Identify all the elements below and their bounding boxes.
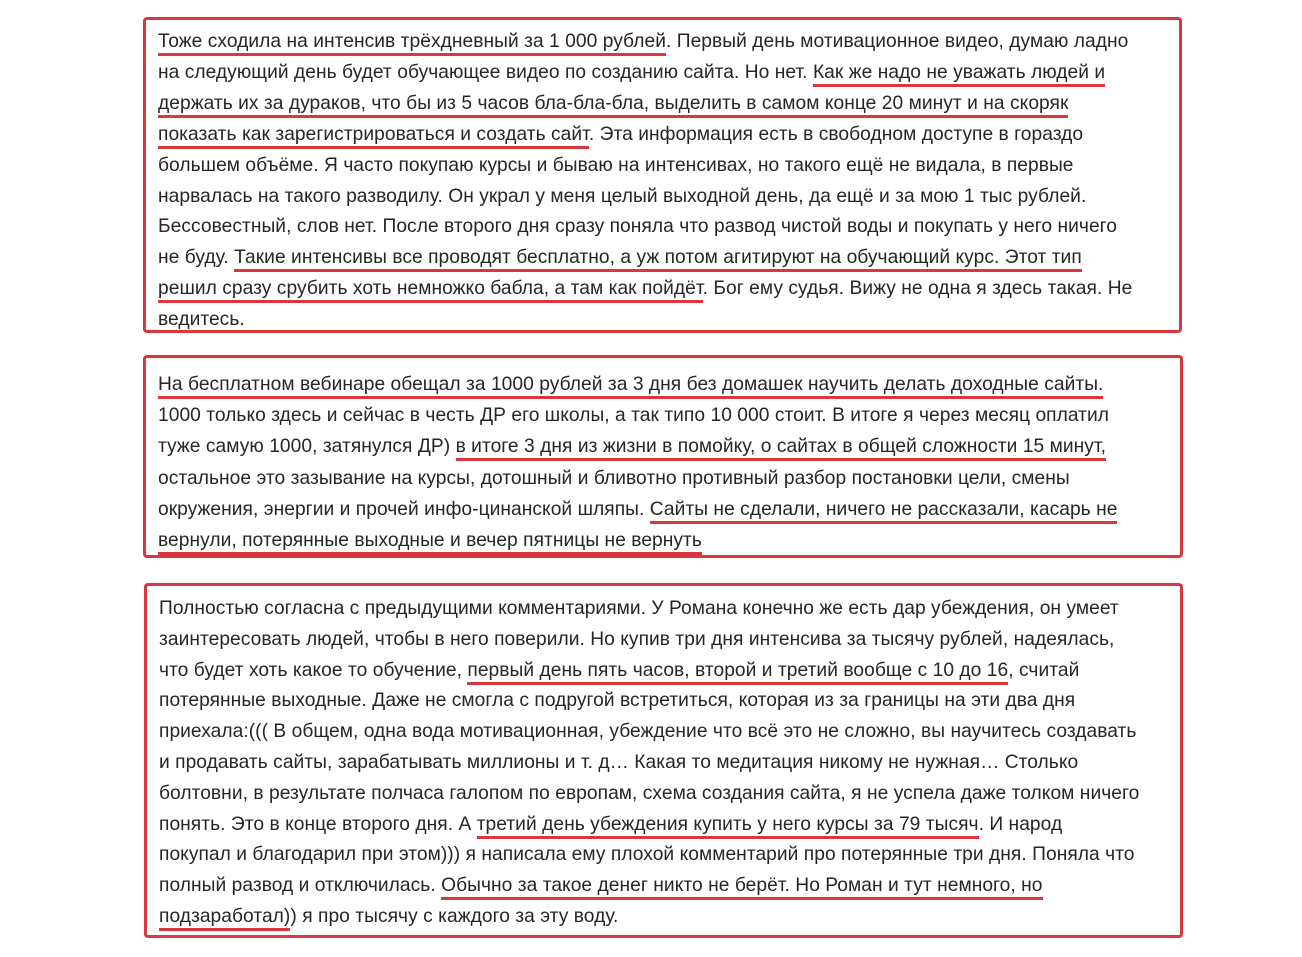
- review-line: [159, 747, 1078, 778]
- text-segment: Бессовестный, слов нет. После второго дня сразу поняла что развод чистой воды и покупать у него ничего: [158, 216, 1118, 238]
- review-line: [159, 809, 1062, 840]
- review-line: [158, 211, 1117, 242]
- review-box-3: [144, 583, 1183, 938]
- text-segment: большем объёме. Я часто покупаю курсы и бываю на интенсивах, но такого ещё не видала, в первые: [158, 154, 1074, 176]
- text-segment: заинтересовать людей, чтобы в него поверили. Но купив три дня интенсива за тысячу рублей, надеялась,: [159, 628, 1115, 650]
- text-segment: Полностью согласна с предыдущими комментариями. У Романа конечно же есть дар убеждения, он умеет: [159, 598, 1119, 619]
- text-segment: нарвалась на такого разводилу. Он украл у меня целый выходной день, да ещё и за мою 1 тыс рублей.: [158, 185, 1087, 207]
- underlined-text: третий день убеждения купить у него курсы за 79 тысяч: [477, 814, 979, 839]
- text-segment: полный развод и отключилась.: [159, 875, 442, 897]
- review-line: [159, 778, 1139, 809]
- underlined-text: держать их за дураков, что бы из 5 часов бла-бла-бла, выделить в самом конце 20 минут и на скоряк: [158, 93, 1068, 118]
- review-line: [158, 242, 1082, 273]
- underlined-text: Как же надо не уважать людей и: [813, 62, 1105, 87]
- text-segment: покупал и благодарил при этом))) я написала ему плохой комментарий про потерянные три дня. Поняла что: [159, 844, 1135, 866]
- review-line: [159, 655, 1079, 686]
- review-line: [158, 181, 1086, 212]
- review-line: [158, 400, 1109, 431]
- text-segment: болтовни, в результате полчаса галопом по европам, схема создания сайта, я не успела даже толком ничего: [159, 782, 1140, 804]
- review-line: [158, 525, 702, 556]
- review-line: [158, 463, 1070, 494]
- review-line: [158, 119, 1083, 150]
- text-segment: что будет хоть какое то обучение,: [159, 659, 468, 681]
- review-line: [158, 26, 1128, 57]
- review-box-1: [143, 17, 1182, 333]
- underlined-text: Такие интенсивы все проводят бесплатно, а уж потом агитируют на обучающий курс. Этот тип: [234, 247, 1082, 272]
- review-line: [159, 593, 1119, 624]
- underlined-text: вернули, потерянные выходные и вечер пятницы не вернуть: [158, 530, 702, 555]
- underlined-text: Сайты не сделали, ничего не рассказали, касарь не: [650, 499, 1118, 524]
- underlined-text: подзаработал): [159, 906, 290, 931]
- text-segment: приехала:((( В общем, одна вода мотивационная, убеждение что всё это не сложно, вы научитесь создавать: [159, 721, 1137, 743]
- review-line: [158, 494, 1117, 525]
- underlined-text: Тоже сходила на интенсив трёхдневный за 1 000 рублей: [158, 31, 666, 56]
- review-box-2: [143, 355, 1183, 558]
- underlined-text: первый день пять часов, второй и третий вообще с 10 до 16: [467, 660, 1008, 685]
- review-line: [158, 304, 245, 335]
- review-line: [159, 870, 1043, 901]
- underlined-text: решил сразу срубить хоть немножко бабла, а там как пойдёт: [158, 278, 703, 303]
- underlined-text: Обычно за такое денег никто не берёт. Но Роман и тут немного, но: [441, 875, 1042, 900]
- text-segment: окружения, энергии и прочей инфо-цинанской шляпы.: [158, 498, 650, 520]
- review-line: [159, 624, 1114, 655]
- review-line: [159, 685, 1075, 716]
- underlined-text: в итоге 3 дня из жизни в помойку, о сайтах в общей сложности 15 минут,: [456, 436, 1106, 461]
- review-line: [159, 839, 1135, 870]
- review-line: [159, 716, 1136, 747]
- text-segment: . Бог ему судья. Вижу не одна я здесь такая. Не: [702, 278, 1133, 300]
- text-segment: на следующий день будет обучающее видео по созданию сайта. Но нет.: [158, 61, 813, 83]
- review-line: [158, 369, 1103, 400]
- review-line: [158, 150, 1074, 181]
- review-line: [159, 901, 618, 932]
- text-segment: потерянные выходные. Даже не смогла с подругой встретиться, которая из за границы на эти два дня: [159, 690, 1076, 712]
- text-segment: , считай: [1008, 659, 1080, 681]
- review-line: [158, 88, 1068, 119]
- text-segment: не буду.: [158, 247, 235, 269]
- text-segment: туже самую 1000, затянулся ДР): [158, 436, 456, 458]
- text-segment: ) я про тысячу с каждого за эту воду.: [290, 906, 619, 927]
- text-segment: . Эта информация есть в свободном доступе в гораздо: [588, 123, 1084, 145]
- review-line: [158, 273, 1132, 304]
- text-segment: 1000 только здесь и сейчас в честь ДР его школы, а так типо 10 000 стоит. В итоге я через месяц оплатил: [158, 405, 1110, 427]
- text-segment: . Первый день мотивационное видео, думаю ладно: [665, 31, 1129, 52]
- text-segment: понять. Это в конце второго дня. А: [159, 813, 477, 835]
- review-line: [158, 431, 1106, 462]
- review-line: [158, 57, 1105, 88]
- text-segment: и продавать сайты, зарабатывать миллионы и т. д… Какая то медитация никому не нужная… Столько: [159, 752, 1079, 773]
- underlined-text: показать как зарегистрироваться и создать сайт: [158, 124, 589, 149]
- text-segment: остальное это зазывание на курсы, дотошный и бливотно противный разбор постановки цели, смены: [158, 467, 1070, 489]
- underlined-text: На бесплатном вебинаре обещал за 1000 рублей за 3 дня без домашек научить делать доходные сайты.: [158, 374, 1103, 399]
- text-segment: . И народ: [978, 813, 1063, 835]
- text-segment: ведитесь.: [158, 309, 245, 331]
